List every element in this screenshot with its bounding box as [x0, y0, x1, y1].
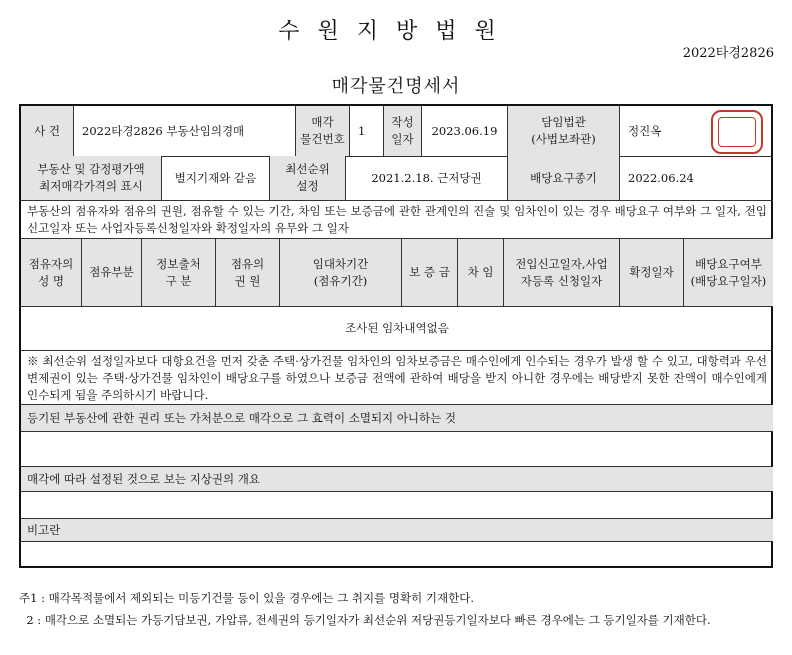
date-label: 작성 일자	[383, 106, 421, 156]
deadline-label: 배당요구종기	[507, 156, 619, 200]
section-remarks-label: 비고란	[21, 519, 773, 541]
col-rent: 차 임	[457, 239, 503, 306]
document-title: 매각물건명세서	[331, 76, 461, 97]
col-occupied-part: 점유부분	[81, 239, 141, 306]
price-label: 부동산 및 감정평가액 최저매각가격의 표시	[21, 156, 161, 200]
col-occupant-name: 점유자의 성 명	[21, 239, 81, 306]
col-move-in-date: 전입신고일자,사업 자등록 신청일자	[503, 239, 619, 306]
case-number-top: 2022타경2826	[682, 46, 774, 61]
col-info-source: 정보출처 구 분	[141, 239, 215, 306]
warning-note: ※ 최선순위 설정일자보다 대항요건을 먼저 갖춘 주택·상가건물 임차인의 임차보증금은 매수인에게 인수되는 경우가 발생 할 수 있고, 대항력과 우선변제권이 있는 주택·상가건물 임차인이 배당요구를 하였으나 보증금 전액에 관하여 배당을 받지 아니한 경우에는 배당받지 못한 잔액이 매수인에게 인수되게 됨을 주의하시기 바랍니다.	[27, 354, 767, 402]
section-unextinguished-rights-value	[21, 432, 773, 466]
item-number-value: 1	[349, 106, 383, 156]
footnote-2: 2 : 매각으로 소멸되는 가등기담보권, 가압류, 전세권의 등기일자가 최선순위 저당권등기일자보다 빠른 경우에는 그 등기일자를 기재한다.	[19, 613, 711, 627]
price-value: 별지기재와 같음	[161, 156, 269, 200]
section-unextinguished-rights-label: 등기된 부동산에 관한 권리 또는 가처분으로 매각으로 그 효력이 소멸되지 아니하는 것	[21, 405, 773, 431]
first-lien-value: 2021.2.18. 근저당권	[345, 156, 507, 200]
judge-value: 정진옥	[619, 106, 773, 156]
occupancy-description: 부동산의 점유자와 점유의 권원, 점유할 수 있는 기간, 차임 또는 보증금에 관한 관계인의 진술 및 임차인이 있는 경우 배당요구 여부와 그 일자, 전입신고일자 또는 사업자등록신청일자와 확정일자의 유무와 그 일자	[27, 204, 767, 235]
col-lease-period: 임대차기간 (점유기간)	[279, 239, 401, 306]
seal-stamp-icon	[711, 110, 763, 154]
section-surface-right-value	[21, 492, 773, 518]
footnote-1: 주1 : 매각목적물에서 제외되는 미등기건물 등이 있을 경우에는 그 취지를 명확히 기재한다.	[19, 591, 474, 605]
col-confirmed-date: 확정일자	[619, 239, 683, 306]
col-deposit: 보 증 금	[401, 239, 457, 306]
deadline-value: 2022.06.24	[619, 156, 773, 200]
col-occupancy-title: 점유의 권 원	[215, 239, 279, 306]
first-lien-label: 최선순위 설정	[269, 156, 345, 200]
case-value: 2022타경2826 부동산임의경매	[73, 106, 295, 156]
section-surface-right-label: 매각에 따라 설정된 것으로 보는 지상권의 개요	[21, 467, 773, 491]
case-label: 사 건	[21, 106, 73, 156]
item-number-label: 매각 물건번호	[295, 106, 349, 156]
section-remarks-value	[21, 542, 773, 566]
col-dividend-request: 배당요구여부 (배당요구일자)	[683, 239, 773, 306]
table-empty-message: 조사된 임차내역없음	[345, 321, 449, 335]
specification-table	[19, 104, 773, 568]
court-name: 수원지방법원	[278, 19, 514, 44]
date-value: 2023.06.19	[421, 106, 507, 156]
judge-label: 담임법관 (사법보좌관)	[507, 106, 619, 156]
